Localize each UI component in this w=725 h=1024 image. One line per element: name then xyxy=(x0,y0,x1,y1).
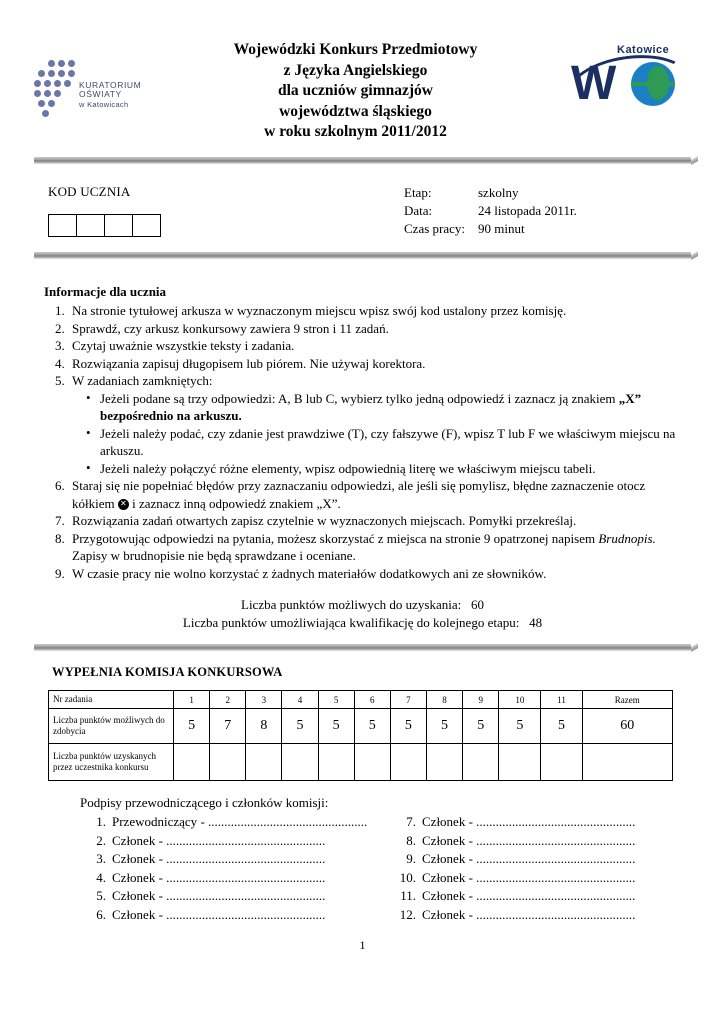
kod-cell-2[interactable] xyxy=(76,214,105,237)
signature-role: Członek xyxy=(422,851,466,866)
points-label-2: Liczba punktów umożliwiająca kwalifikację do kolejnego etapu: xyxy=(182,615,520,630)
signature-dots[interactable]: - ................................................. xyxy=(158,851,326,866)
signature-row xyxy=(80,887,380,906)
page-title xyxy=(146,38,565,143)
max-points-11: 5 xyxy=(541,709,582,744)
max-points-7: 5 xyxy=(390,709,426,744)
task-number-11: 11 xyxy=(541,691,582,709)
instruction-sub-1 xyxy=(86,390,687,425)
kod-cell-4[interactable] xyxy=(132,214,161,237)
instruction-item-7 xyxy=(68,512,687,530)
kod-ucznia-input[interactable] xyxy=(48,214,348,237)
meta-row-data xyxy=(404,202,691,220)
signatures-right-column xyxy=(380,813,691,924)
table-row-obtained-points xyxy=(49,744,673,781)
dots-grid-icon xyxy=(34,60,76,116)
instruction-text-8b: Zapisy w brudnopisie nie będą sprawdzane i oceniane. xyxy=(72,548,356,563)
signature-dots[interactable]: - ................................................. xyxy=(468,906,636,922)
obtained-points-4[interactable] xyxy=(282,744,318,781)
commission-section-title: WYPEŁNIA KOMISJA KONKURSOWA xyxy=(52,665,283,679)
signature-row xyxy=(80,906,380,925)
signature-number: 10. xyxy=(399,869,416,885)
obtained-points-10[interactable] xyxy=(499,744,541,781)
meta-row-etap xyxy=(404,184,691,202)
signature-role: Członek xyxy=(112,906,156,922)
obtained-points-7[interactable] xyxy=(390,744,426,781)
signature-role: Członek xyxy=(112,832,156,848)
points-line-2 xyxy=(34,614,691,632)
points-value-1: 60 xyxy=(470,597,484,612)
instruction-item-4 xyxy=(68,355,687,373)
signature-number: 3. xyxy=(96,851,106,866)
signature-role: Członek xyxy=(112,869,156,885)
instruction-item-9 xyxy=(68,565,687,583)
obtained-points-9[interactable] xyxy=(463,744,499,781)
obtained-points-1[interactable] xyxy=(174,744,210,781)
max-points-3: 8 xyxy=(246,709,282,744)
instruction-text-2: Sprawdź, czy arkusz konkursowy zawiera 9 stron i 11 zadań. xyxy=(72,320,389,336)
divider-3 xyxy=(34,644,691,651)
max-points-8: 5 xyxy=(426,709,462,744)
task-number-6: 6 xyxy=(354,691,390,709)
obtained-points-6[interactable] xyxy=(354,744,390,781)
signature-role: Przewodniczący xyxy=(112,814,198,829)
instruction-text-6b: i zaznacz inną odpowiedź znakiem „X”. xyxy=(128,495,341,511)
meta-value-etap: szkolny xyxy=(478,184,519,200)
instruction-text-8a: Przygotowując odpowiedzi na pytania, możesz skorzystać z miejsca na stronie 9 opatrzonej napisem xyxy=(72,530,599,546)
signature-role: Członek xyxy=(112,851,156,866)
instructions-list xyxy=(44,302,687,582)
signature-number: 11. xyxy=(400,888,416,903)
max-points-5: 5 xyxy=(318,709,354,744)
instruction-item-2 xyxy=(68,320,687,338)
exam-meta xyxy=(0,164,725,238)
meta-value-czas: 90 minut xyxy=(478,220,525,236)
points-line-1 xyxy=(34,596,691,614)
points-summary xyxy=(0,582,725,632)
signature-row xyxy=(80,832,380,851)
signature-row xyxy=(390,813,691,832)
signature-dots[interactable]: - ................................................. xyxy=(468,814,636,829)
signature-dots[interactable]: - ................................................. xyxy=(158,888,326,903)
table-row-task-numbers xyxy=(49,691,673,709)
meta-key-czas: Czas pracy: xyxy=(404,220,466,236)
task-number-9: 9 xyxy=(463,691,499,709)
signature-dots[interactable]: - ................................................. xyxy=(158,832,326,848)
points-label-1: Liczba punktów możliwych do uzyskania: xyxy=(241,597,462,612)
signature-number: 6. xyxy=(96,906,106,922)
signature-number: 9. xyxy=(406,851,416,866)
signature-dots[interactable]: - ................................................. xyxy=(158,906,326,922)
signature-row xyxy=(80,869,380,888)
instruction-text-9: W czasie pracy nie wolno korzystać z żadnych materiałów dodatkowych ani ze słowników. xyxy=(72,565,547,581)
kod-cell-3[interactable] xyxy=(104,214,133,237)
kuratorium-line1: KURATORIUM xyxy=(79,79,142,90)
signature-dots[interactable]: - ................................................. xyxy=(468,869,636,885)
signature-number: 8. xyxy=(406,832,416,848)
task-number-4: 4 xyxy=(282,691,318,709)
instruction-item-1 xyxy=(68,302,687,320)
instruction-sub-2-text: Jeżeli należy podać, czy zdanie jest prawdziwe (T), czy fałszywe (F), wpisz T lub F we właściwym miejscu na arkuszu. xyxy=(100,425,676,458)
instruction-text-3: Czytaj uważnie wszystkie teksty i zadania. xyxy=(72,338,295,353)
kuratorium-line3: w Katowicach xyxy=(79,99,129,109)
signature-row xyxy=(390,869,691,888)
signature-row xyxy=(390,850,691,869)
task-number-5: 5 xyxy=(318,691,354,709)
kuratorium-oswiaty-logo xyxy=(34,38,146,116)
signature-dots[interactable]: - ................................................. xyxy=(468,851,636,866)
signature-dots[interactable]: - ................................................. xyxy=(468,888,636,903)
obtained-points-8[interactable] xyxy=(426,744,462,781)
signature-role: Członek xyxy=(422,906,466,922)
meta-value-data: 24 listopada 2011r. xyxy=(478,202,577,218)
instruction-text-6a: Staraj się nie popełniać błędów przy zaznaczaniu odpowiedzi, ale jeśli się pomylisz, błędne zaznaczenie otocz kółkiem xyxy=(72,478,646,511)
signature-number: 5. xyxy=(96,888,106,903)
signature-row xyxy=(390,832,691,851)
instruction-sub-3-text: Jeżeli należy połączyć różne elementy, wpisz odpowiednią literę we właściwym miejscu tabeli. xyxy=(100,460,596,476)
instruction-item-6 xyxy=(68,477,687,512)
circled-x-icon: ✕ xyxy=(118,499,129,510)
instruction-sub-1-bold: „X” bezpośrednio na arkuszu. xyxy=(100,390,642,423)
task-number-2: 2 xyxy=(210,691,246,709)
wom-city-label: Katowice xyxy=(617,44,670,56)
kod-cell-1[interactable] xyxy=(48,214,77,237)
max-points-1: 5 xyxy=(174,709,210,744)
signatures-title: Podpisy przewodniczącego i członków komisji: xyxy=(80,795,329,810)
instruction-text-1: Na stronie tytułowej arkusza w wyznaczonym miejscu wpisz swój kod ustalony przez komisję. xyxy=(72,303,567,318)
signature-row xyxy=(390,906,691,925)
signature-role: Członek xyxy=(422,814,466,829)
max-points-6: 5 xyxy=(354,709,390,744)
kuratorium-logo-text xyxy=(76,67,141,110)
max-points-4: 5 xyxy=(282,709,318,744)
signature-role: Członek xyxy=(422,888,466,903)
signature-role: Członek xyxy=(422,832,466,848)
instruction-text-5: W zadaniach zamkniętych: xyxy=(72,373,213,388)
instruction-sub-1-text: Jeżeli podane są trzy odpowiedzi: A, B lub C, wybierz tylko jedną odpowiedź i zaznacz ją znakiem xyxy=(100,390,619,406)
signature-number: 12. xyxy=(399,906,416,922)
wom-letter-w: W xyxy=(571,57,615,110)
task-number-7: 7 xyxy=(390,691,426,709)
signature-row xyxy=(80,813,380,832)
signature-number: 1. xyxy=(96,814,106,829)
obtained-points-11[interactable] xyxy=(541,744,582,781)
title-line-5: w roku szkolnym 2011/2012 xyxy=(264,123,447,140)
instruction-text-7: Rozwiązania zadań otwartych zapisz czytelnie w wyznaczonych miejscach. Pomyłki przekreślaj. xyxy=(72,513,577,528)
row-head-task-number: Nr zadania xyxy=(49,691,174,709)
signature-number: 2. xyxy=(96,832,106,848)
meta-row-czas xyxy=(404,220,691,238)
meta-key-data: Data: xyxy=(404,202,433,218)
page-number: 1 xyxy=(359,938,366,952)
points-value-2: 48 xyxy=(529,615,543,630)
instruction-sub-2 xyxy=(86,425,687,460)
kod-ucznia-label: KOD UCZNIA xyxy=(48,183,131,199)
meta-key-etap: Etap: xyxy=(404,184,432,200)
kuratorium-line2: OŚWIATY xyxy=(79,89,122,100)
table-row-max-points xyxy=(49,709,673,744)
divider-1 xyxy=(34,157,691,164)
max-points-2: 7 xyxy=(210,709,246,744)
title-line-1: Wojewódzki Konkurs Przedmiotowy xyxy=(233,41,478,58)
signature-role: Członek xyxy=(112,888,156,903)
globe-icon xyxy=(631,62,675,106)
obtained-points-2[interactable] xyxy=(210,744,246,781)
instruction-item-5 xyxy=(68,372,687,477)
task-number-8: 8 xyxy=(426,691,462,709)
signature-role: Członek xyxy=(422,869,466,885)
task-number-3: 3 xyxy=(246,691,282,709)
document-header xyxy=(0,0,725,143)
divider-2 xyxy=(34,252,691,259)
signature-dots[interactable]: - ................................................. xyxy=(200,814,368,829)
score-table xyxy=(48,690,673,781)
obtained-points-total[interactable] xyxy=(582,744,672,781)
signatures-left-column xyxy=(80,813,380,924)
obtained-points-5[interactable] xyxy=(318,744,354,781)
signature-row xyxy=(80,850,380,869)
row-head-obtained-points: Liczba punktów uzyskanych przez uczestnika konkursu xyxy=(49,744,174,781)
instruction-item-8 xyxy=(68,530,687,565)
signatures-columns xyxy=(0,811,725,924)
instruction-text-4: Rozwiązania zapisuj długopisem lub piórem. Nie używaj korektora. xyxy=(72,355,426,371)
instruction-item-3 xyxy=(68,337,687,355)
max-points-9: 5 xyxy=(463,709,499,744)
wom-katowice-logo xyxy=(565,38,691,130)
instruction-sublist xyxy=(72,390,687,478)
signature-number: 7. xyxy=(406,814,416,829)
obtained-points-3[interactable] xyxy=(246,744,282,781)
signature-row xyxy=(390,887,691,906)
signature-dots[interactable]: - ................................................. xyxy=(468,832,636,848)
max-points-10: 5 xyxy=(499,709,541,744)
title-line-2: z Języka Angielskiego xyxy=(283,61,428,79)
task-number-total: Razem xyxy=(582,691,672,709)
instruction-text-8-italic: Brudnopis. xyxy=(598,530,656,546)
instructions-heading: Informacje dla ucznia xyxy=(44,283,167,299)
student-instructions xyxy=(0,259,725,583)
max-points-total: 60 xyxy=(582,709,672,744)
task-number-1: 1 xyxy=(174,691,210,709)
title-line-3: dla uczniów gimnazjów xyxy=(278,82,433,99)
task-number-10: 10 xyxy=(499,691,541,709)
instruction-sub-3 xyxy=(86,460,687,478)
signature-dots[interactable]: - ................................................. xyxy=(158,869,326,885)
title-line-4: województwa śląskiego xyxy=(279,102,432,120)
row-head-max-points: Liczba punktów możliwych do zdobycia xyxy=(49,709,174,744)
signature-number: 4. xyxy=(96,869,106,885)
